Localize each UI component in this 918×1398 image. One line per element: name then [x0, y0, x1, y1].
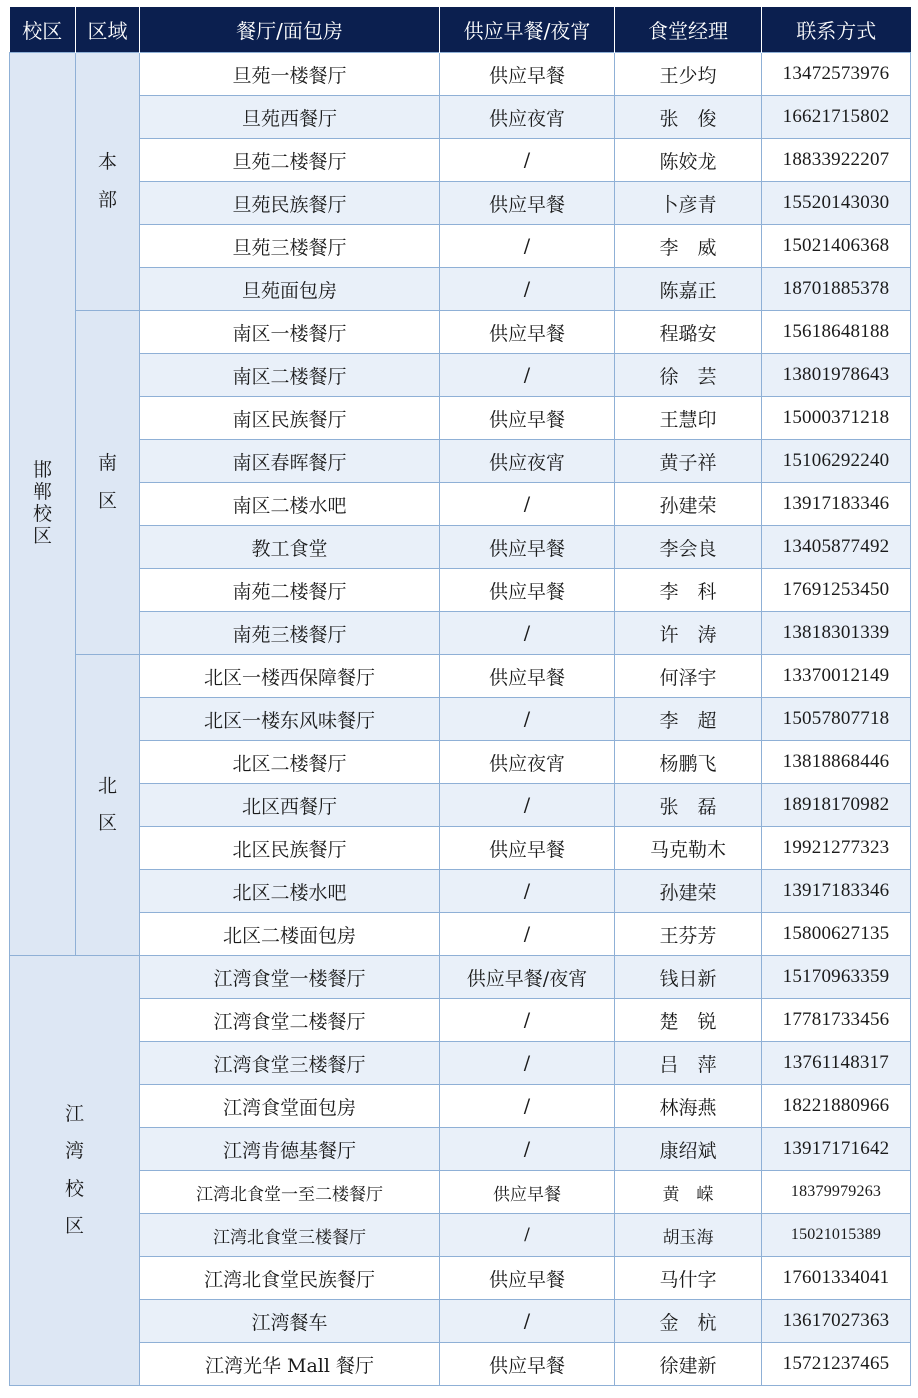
phone-cell: 13617027363: [762, 1300, 911, 1343]
table-row: [10, 569, 911, 612]
vertical-label-char: 本: [97, 151, 117, 174]
canteen-name-cell: 江湾食堂二楼餐厅: [140, 999, 440, 1042]
supply-cell: /: [440, 483, 615, 526]
canteen-name-cell: 江湾肯德基餐厅: [140, 1128, 440, 1171]
canteen-name-cell: 南区春晖餐厅: [140, 440, 440, 483]
manager-name-cell: 李 超: [615, 698, 762, 741]
table-row: [10, 827, 911, 870]
canteen-name-cell: 江湾餐车: [140, 1300, 440, 1343]
manager-name-cell: 马什字: [615, 1257, 762, 1300]
supply-cell: 供应早餐: [440, 1343, 615, 1386]
supply-cell: 供应早餐: [440, 1257, 615, 1300]
supply-cell: /: [440, 1085, 615, 1128]
header-campus: 校区: [10, 7, 76, 53]
canteen-name-cell: 旦苑面包房: [140, 268, 440, 311]
header-canteen: 餐厅/面包房: [140, 7, 440, 53]
supply-cell: /: [440, 268, 615, 311]
phone-cell: 13917183346: [762, 483, 911, 526]
phone-cell: 15021015389: [762, 1214, 911, 1257]
manager-name-cell: 杨鹏飞: [615, 741, 762, 784]
phone-cell: 17601334041: [762, 1257, 911, 1300]
supply-cell: 供应早餐: [440, 526, 615, 569]
vertical-label-char: 校: [32, 503, 52, 525]
supply-cell: /: [440, 870, 615, 913]
supply-cell: 供应夜宵: [440, 440, 615, 483]
table-row: [10, 784, 911, 827]
canteen-name-cell: 北区二楼餐厅: [140, 741, 440, 784]
manager-name-cell: 陈嘉正: [615, 268, 762, 311]
table-row: [10, 999, 911, 1042]
canteen-name-cell: 北区民族餐厅: [140, 827, 440, 870]
canteen-table-container: [9, 7, 910, 1386]
canteen-name-cell: 南苑三楼餐厅: [140, 612, 440, 655]
table-row: [10, 139, 911, 182]
vertical-label-char: 区: [32, 524, 52, 547]
supply-cell: 供应早餐: [440, 569, 615, 612]
header-supply: 供应早餐/夜宵: [440, 7, 615, 53]
table-row: [10, 182, 911, 225]
manager-name-cell: 黄 嵘: [615, 1171, 762, 1214]
supply-cell: 供应早餐: [440, 53, 615, 96]
supply-cell: 供应早餐: [440, 182, 615, 225]
table-row: [10, 483, 911, 526]
area-cell-benbu: [76, 53, 140, 311]
table-row: [10, 440, 911, 483]
phone-cell: 18701885378: [762, 268, 911, 311]
canteen-name-cell: 江湾北食堂民族餐厅: [140, 1257, 440, 1300]
supply-cell: /: [440, 784, 615, 827]
table-row: [10, 1128, 911, 1171]
phone-cell: 18379979263: [762, 1171, 911, 1214]
manager-name-cell: 张 磊: [615, 784, 762, 827]
vertical-label-char: 南: [97, 452, 117, 475]
campus-cell-handan: [10, 53, 76, 956]
phone-cell: 18833922207: [762, 139, 911, 182]
manager-name-cell: 李 威: [615, 225, 762, 268]
canteen-name-cell: 江湾光华 Mall 餐厅: [140, 1343, 440, 1386]
manager-name-cell: 楚 锐: [615, 999, 762, 1042]
vertical-label-char: 区: [97, 489, 117, 512]
table-row: [10, 655, 911, 698]
canteen-name-cell: 北区一楼西保障餐厅: [140, 655, 440, 698]
manager-name-cell: 王少均: [615, 53, 762, 96]
manager-name-cell: 何泽宇: [615, 655, 762, 698]
phone-cell: 13818868446: [762, 741, 911, 784]
supply-cell: 供应早餐: [440, 827, 615, 870]
manager-name-cell: 许 涛: [615, 612, 762, 655]
table-row: [10, 225, 911, 268]
vertical-label-char: 校: [64, 1177, 84, 1200]
manager-name-cell: 黄子祥: [615, 440, 762, 483]
supply-cell: 供应早餐: [440, 311, 615, 354]
table-row: [10, 612, 911, 655]
phone-cell: 15000371218: [762, 397, 911, 440]
vertical-label-char: 江: [64, 1103, 84, 1126]
supply-cell: /: [440, 1300, 615, 1343]
manager-name-cell: 王慧印: [615, 397, 762, 440]
canteen-name-cell: 江湾食堂面包房: [140, 1085, 440, 1128]
area-cell-nanqu: [76, 311, 140, 655]
supply-cell: /: [440, 913, 615, 956]
vertical-label-char: 区: [97, 812, 117, 834]
phone-cell: 13801978643: [762, 354, 911, 397]
manager-name-cell: 程璐安: [615, 311, 762, 354]
supply-cell: 供应夜宵: [440, 96, 615, 139]
phone-cell: 15618648188: [762, 311, 911, 354]
manager-name-cell: 林海燕: [615, 1085, 762, 1128]
supply-cell: /: [440, 225, 615, 268]
phone-cell: 13818301339: [762, 612, 911, 655]
phone-cell: 13370012149: [762, 655, 911, 698]
canteen-name-cell: 南区二楼餐厅: [140, 354, 440, 397]
vertical-label-char: 郸: [32, 481, 52, 504]
supply-cell: /: [440, 612, 615, 655]
canteen-name-cell: 旦苑一楼餐厅: [140, 53, 440, 96]
header-manager: 食堂经理: [615, 7, 762, 53]
vertical-label-char: 区: [64, 1214, 84, 1237]
table-row: [10, 956, 911, 999]
table-row: [10, 526, 911, 569]
table-row: [10, 354, 911, 397]
supply-cell: /: [440, 999, 615, 1042]
manager-name-cell: 钱日新: [615, 956, 762, 999]
canteen-name-cell: 北区西餐厅: [140, 784, 440, 827]
supply-cell: /: [440, 1042, 615, 1085]
manager-name-cell: 马克勒木: [615, 827, 762, 870]
vertical-label-char: 部: [97, 188, 117, 211]
canteen-name-cell: 江湾食堂一楼餐厅: [140, 956, 440, 999]
phone-cell: 15721237465: [762, 1343, 911, 1386]
table-row: [10, 96, 911, 139]
canteen-contact-table: [9, 7, 911, 1386]
table-row: [10, 741, 911, 784]
manager-name-cell: 孙建荣: [615, 870, 762, 913]
supply-cell: /: [440, 139, 615, 182]
supply-cell: 供应早餐: [440, 397, 615, 440]
table-row: [10, 268, 911, 311]
supply-cell: /: [440, 1214, 615, 1257]
phone-cell: 17781733456: [762, 999, 911, 1042]
table-row: [10, 1042, 911, 1085]
table-row: [10, 53, 911, 96]
header-phone: 联系方式: [762, 7, 911, 53]
table-row: [10, 311, 911, 354]
table-row: [10, 1171, 911, 1214]
vertical-label-char: 邯: [32, 459, 52, 482]
phone-cell: 18918170982: [762, 784, 911, 827]
table-row: [10, 913, 911, 956]
manager-name-cell: 金 杭: [615, 1300, 762, 1343]
canteen-name-cell: 南区民族餐厅: [140, 397, 440, 440]
manager-name-cell: 陈姣龙: [615, 139, 762, 182]
canteen-name-cell: 旦苑民族餐厅: [140, 182, 440, 225]
phone-cell: 15106292240: [762, 440, 911, 483]
canteen-name-cell: 旦苑三楼餐厅: [140, 225, 440, 268]
manager-name-cell: 孙建荣: [615, 483, 762, 526]
phone-cell: 15170963359: [762, 956, 911, 999]
manager-name-cell: 徐 芸: [615, 354, 762, 397]
table-row: [10, 1257, 911, 1300]
supply-cell: /: [440, 354, 615, 397]
manager-name-cell: 李会良: [615, 526, 762, 569]
vertical-label-char: 湾: [64, 1140, 84, 1163]
phone-cell: 17691253450: [762, 569, 911, 612]
phone-cell: 15057807718: [762, 698, 911, 741]
table-row: [10, 698, 911, 741]
table-header-row: [10, 7, 911, 53]
manager-name-cell: 张 俊: [615, 96, 762, 139]
canteen-name-cell: 旦苑西餐厅: [140, 96, 440, 139]
table-row: [10, 870, 911, 913]
table-row: [10, 1085, 911, 1128]
phone-cell: 18221880966: [762, 1085, 911, 1128]
canteen-name-cell: 江湾北食堂三楼餐厅: [140, 1214, 440, 1257]
manager-name-cell: 王芬芳: [615, 913, 762, 956]
manager-name-cell: 卜彦青: [615, 182, 762, 225]
phone-cell: 13761148317: [762, 1042, 911, 1085]
table-row: [10, 1214, 911, 1257]
canteen-name-cell: 北区一楼东风味餐厅: [140, 698, 440, 741]
supply-cell: /: [440, 1128, 615, 1171]
supply-cell: 供应早餐: [440, 1171, 615, 1214]
phone-cell: 15800627135: [762, 913, 911, 956]
canteen-name-cell: 江湾食堂三楼餐厅: [140, 1042, 440, 1085]
canteen-name-cell: 南苑二楼餐厅: [140, 569, 440, 612]
manager-name-cell: 吕 萍: [615, 1042, 762, 1085]
manager-name-cell: 徐建新: [615, 1343, 762, 1386]
phone-cell: 13917171642: [762, 1128, 911, 1171]
area-cell-beiqu: [76, 655, 140, 956]
canteen-name-cell: 南区二楼水吧: [140, 483, 440, 526]
campus-cell-jiangwan: [10, 956, 140, 1386]
canteen-name-cell: 教工食堂: [140, 526, 440, 569]
phone-cell: 13917183346: [762, 870, 911, 913]
canteen-name-cell: 江湾北食堂一至二楼餐厅: [140, 1171, 440, 1214]
phone-cell: 15021406368: [762, 225, 911, 268]
vertical-label-char: 北: [97, 774, 117, 797]
phone-cell: 19921277323: [762, 827, 911, 870]
phone-cell: 13472573976: [762, 53, 911, 96]
manager-name-cell: 康绍斌: [615, 1128, 762, 1171]
table-row: [10, 397, 911, 440]
supply-cell: 供应夜宵: [440, 741, 615, 784]
canteen-name-cell: 北区二楼水吧: [140, 870, 440, 913]
phone-cell: 13405877492: [762, 526, 911, 569]
canteen-name-cell: 旦苑二楼餐厅: [140, 139, 440, 182]
table-row: [10, 1300, 911, 1343]
table-row: [10, 1343, 911, 1386]
canteen-name-cell: 南区一楼餐厅: [140, 311, 440, 354]
manager-name-cell: 胡玉海: [615, 1214, 762, 1257]
supply-cell: 供应早餐: [440, 655, 615, 698]
phone-cell: 16621715802: [762, 96, 911, 139]
supply-cell: /: [440, 698, 615, 741]
supply-cell: 供应早餐/夜宵: [440, 956, 615, 999]
manager-name-cell: 李 科: [615, 569, 762, 612]
canteen-name-cell: 北区二楼面包房: [140, 913, 440, 956]
phone-cell: 15520143030: [762, 182, 911, 225]
table-body: [10, 53, 911, 1386]
header-area: 区域: [76, 7, 140, 53]
